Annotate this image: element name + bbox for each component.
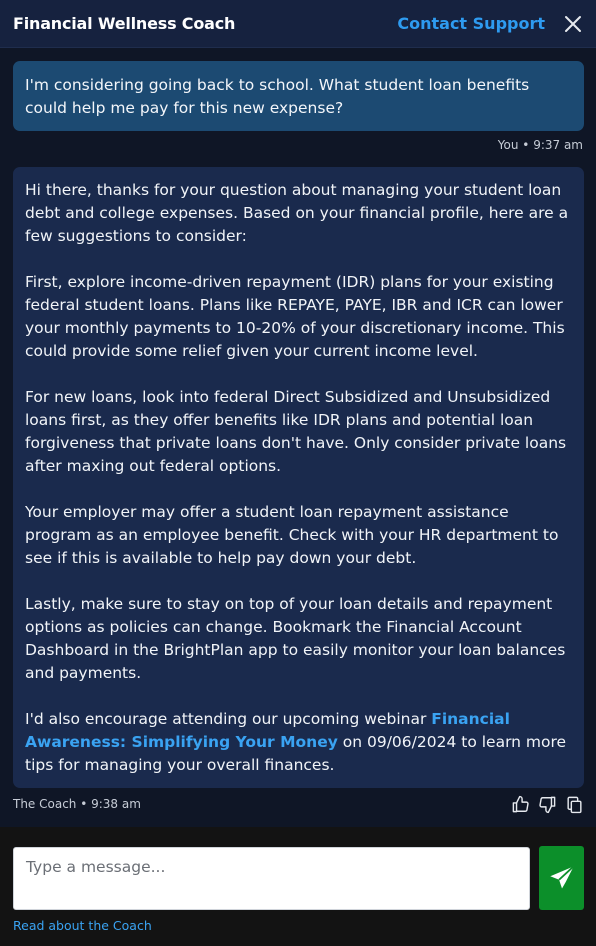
webinar-link[interactable]: Financial Awareness: Simplifying Your Money (25, 710, 510, 751)
coach-message-meta: The Coach • 9:38 am (13, 797, 141, 811)
user-message-bubble: I'm considering going back to school. What student loan benefits could help me pay for this new expense? (13, 61, 584, 131)
user-message-meta: You • 9:37 am (497, 138, 583, 152)
coach-paragraph: Hi there, thanks for your question about managing your student loan debt and college expenses. Based on your financial profile, here are a few suggestions to consider: (25, 181, 569, 245)
message-input[interactable] (13, 847, 530, 910)
message-actions (511, 795, 584, 814)
coach-paragraph: First, explore income-driven repayment (IDR) plans for your existing federal student loans. Plans like REPAYE, PAYE, IBR and ICR can lower your monthly payments to 10-20% of your discretionary income. This could provide some relief given your current income level. (25, 273, 565, 360)
close-icon[interactable] (563, 14, 583, 34)
coach-paragraph: For new loans, look into federal Direct Subsidized and Unsubsidized loans first, as they offer benefits like IDR plans and potential loan forgiveness that private loans don't have. Only consider private loans after maxing out federal options. (25, 388, 567, 475)
contact-support-link[interactable]: Contact Support (397, 14, 545, 33)
send-button[interactable] (539, 846, 584, 910)
webinar-text-pre: I'd also encourage attending our upcoming webinar (25, 710, 432, 728)
send-icon (548, 864, 576, 892)
copy-icon[interactable] (565, 795, 584, 814)
thumbs-down-icon[interactable] (538, 795, 557, 814)
header-bar (0, 0, 596, 48)
read-about-coach-link[interactable]: Read about the Coach (13, 918, 152, 933)
webinar-text-post: on 09/06/2024 to learn more tips for managing your overall finances. (25, 733, 567, 774)
app-title: Financial Wellness Coach (13, 14, 236, 33)
composer (0, 827, 596, 946)
coach-paragraph (25, 708, 572, 777)
chat-transcript[interactable] (0, 48, 596, 827)
coach-message-bubble (13, 167, 584, 788)
thumbs-up-icon[interactable] (511, 795, 530, 814)
coach-paragraph: Your employer may offer a student loan repayment assistance program as an employee benefit. Check with your HR department to see if this is available to help pay down your debt. (25, 503, 559, 567)
coach-paragraph: Lastly, make sure to stay on top of your loan details and repayment options as policies can change. Bookmark the Financial Account Dashboard in the BrightPlan app to easily monitor your loan balances and payments. (25, 595, 566, 682)
